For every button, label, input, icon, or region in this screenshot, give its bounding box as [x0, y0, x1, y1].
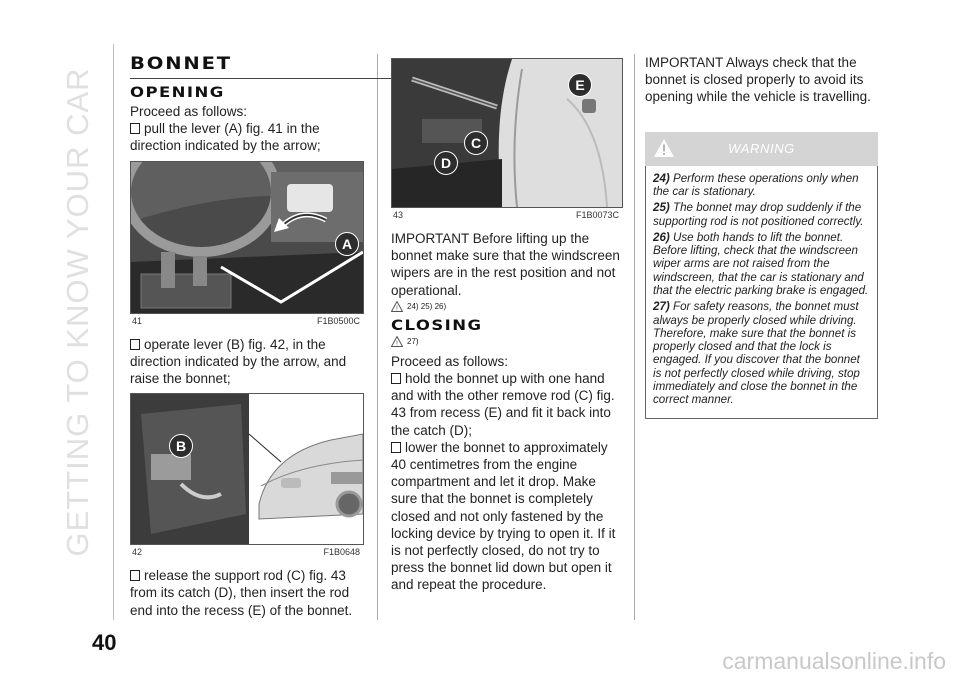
- svg-text:!: !: [396, 305, 398, 312]
- column-middle: [391, 58, 621, 594]
- warning-ref-text: 27): [407, 336, 419, 346]
- warning-item: 24) Perform these operations only when the car is stationary.: [653, 171, 859, 198]
- opening-step-1: pull the lever (A) fig. 41 in the direction indicated by the arrow;: [130, 121, 321, 154]
- figure-42-caption: [132, 547, 360, 557]
- figure-41: [130, 161, 364, 314]
- opening-step-3: release the support rod (C) fig. 43 from its catch (D), then insert the rod end into the recess (E) of the bonnet.: [130, 568, 353, 618]
- warning-header: [645, 132, 878, 166]
- warning-item: 25) The bonnet may drop suddenly if the supporting rod is not positioned correctly.: [653, 201, 864, 228]
- figure-43: [391, 58, 623, 208]
- warning-triangle-icon: [653, 138, 675, 158]
- figure-code: F1B0073C: [575, 210, 619, 220]
- figure-code: F1B0500C: [316, 315, 360, 326]
- label-a: A: [335, 232, 359, 256]
- label-b: B: [169, 434, 193, 458]
- important-note-2: IMPORTANT Always check that the bonnet is closed properly to avoid its opening while the vehicle is travelling.: [645, 55, 871, 105]
- bullet-box-icon: [391, 373, 401, 384]
- side-divider: [113, 44, 114, 620]
- opening-heading: OPENING: [130, 85, 225, 101]
- column-right: [645, 54, 878, 419]
- column-divider: [634, 54, 635, 620]
- bonnet-release-illustration: [131, 394, 363, 544]
- warning-triangle-icon: [391, 301, 403, 312]
- svg-text:!: !: [396, 340, 398, 347]
- figure-number: 43: [393, 210, 404, 220]
- closing-step-2: lower the bonnet to approximately 40 centimetres from the engine compartment and let it drop. Make sure that the bonnet is completely closed and not only fastened by the locking device by trying to open it. If it is not perfectly closed, do not try to press the bonnet lid down but open it and repeat the procedure.: [391, 439, 616, 593]
- figure-number: 41: [132, 315, 143, 326]
- lever-illustration: [131, 162, 363, 313]
- bullet-box-icon: [130, 123, 140, 134]
- label-c: C: [464, 131, 488, 155]
- important-note-1: IMPORTANT Before lifting up the bonnet make sure that the windscreen wipers are in the rest position and not operational.: [391, 231, 620, 298]
- opening-intro: Proceed as follows:: [130, 104, 248, 119]
- chapter-side-title: GETTING TO KNOW YOUR CAR: [60, 67, 95, 557]
- warning-ref-text: 24) 25) 26): [407, 301, 447, 311]
- figure-number: 42: [132, 547, 143, 558]
- bullet-box-icon: [130, 339, 140, 350]
- column-left: [130, 54, 362, 619]
- page-number: 40: [92, 630, 117, 655]
- warning-references-1: [391, 301, 621, 312]
- label-e: E: [568, 73, 592, 97]
- label-d: D: [434, 151, 458, 175]
- figure-43-caption: [393, 210, 619, 220]
- warning-title: WARNING: [728, 141, 795, 157]
- column-divider: [377, 54, 378, 620]
- section-title: BONNET: [130, 54, 397, 79]
- figure-code: F1B0648: [323, 547, 360, 558]
- watermark: carmanualsonline.info: [722, 648, 946, 674]
- closing-step-1: hold the bonnet up with one hand and with the other remove rod (C) fig. 43 from recess (E) and fit it back into the catch (D);: [391, 371, 615, 438]
- warning-references-2: [391, 336, 621, 347]
- closing-heading: CLOSING: [391, 317, 483, 334]
- opening-step-2: operate lever (B) fig. 42, in the direction indicated by the arrow, and raise the bonnet;: [130, 336, 347, 387]
- warning-item: 27) For safety reasons, the bonnet must always be properly closed while driving. Therefore, make sure that the bonnet is properly closed and that the lock is engaged. If you discover that the bonnet is not perfectly closed while driving, stop immediately and close the bonnet in the correct manner.: [653, 300, 860, 407]
- warning-item: 26) Use both hands to lift the bonnet. Before lifting, check that the windscreen wiper arms are not raised from the windscreen, that the car is stationary and that the electric parking brake is engaged.: [653, 230, 869, 297]
- warning-box: [645, 166, 878, 419]
- closing-intro: Proceed as follows:: [391, 353, 509, 369]
- figure-41-caption: [132, 316, 360, 326]
- figure-42: [130, 393, 364, 545]
- bullet-box-icon: [391, 442, 401, 453]
- bullet-box-icon: [130, 570, 140, 581]
- warning-triangle-icon: [391, 336, 403, 347]
